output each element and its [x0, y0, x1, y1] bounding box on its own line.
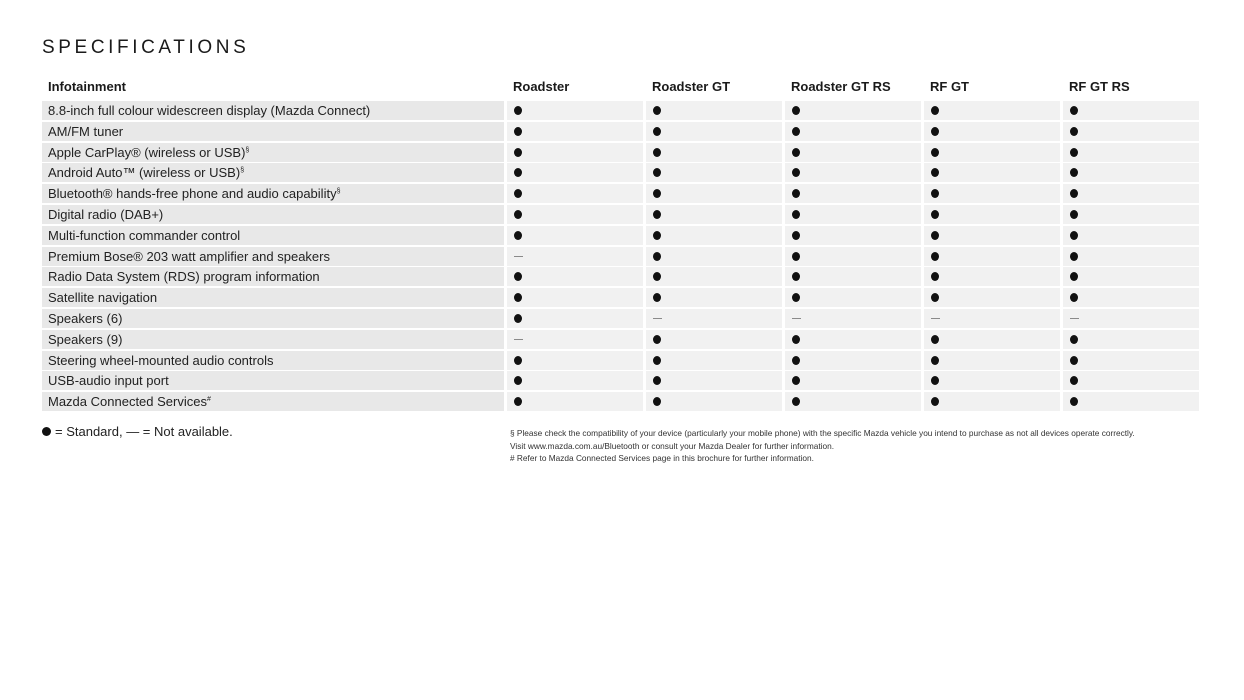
- filled-circle-icon: [931, 272, 939, 281]
- filled-circle-icon: [1070, 252, 1078, 261]
- dash-icon: [653, 318, 662, 319]
- value-cell: [785, 330, 921, 349]
- value-cell: [507, 122, 643, 141]
- feature-cell: [42, 184, 504, 203]
- table-row: [42, 122, 1203, 141]
- value-cell: [785, 309, 921, 328]
- value-cell: [507, 163, 643, 182]
- value-cell: [924, 371, 1060, 390]
- value-cell: [507, 143, 643, 162]
- filled-circle-icon: [653, 210, 661, 219]
- feature-cell: [42, 330, 504, 349]
- value-cell: [1063, 288, 1199, 307]
- value-cell: [924, 309, 1060, 328]
- filled-circle-icon: [1070, 148, 1078, 157]
- value-cell: [924, 226, 1060, 245]
- filled-circle-icon: [931, 210, 939, 219]
- filled-circle-icon: [1070, 106, 1078, 115]
- value-cell: [924, 392, 1060, 411]
- value-cell: [1063, 163, 1199, 182]
- value-cell: [785, 184, 921, 203]
- feature-cell: [42, 309, 504, 328]
- table-row: [42, 226, 1203, 245]
- filled-circle-icon: [792, 397, 800, 406]
- filled-circle-icon: [514, 231, 522, 240]
- value-cell: [785, 351, 921, 370]
- filled-circle-icon: [653, 148, 661, 157]
- value-cell: [507, 309, 643, 328]
- feature-cell: [42, 247, 504, 266]
- infotainment-spec-table: [42, 74, 1203, 413]
- value-cell: [924, 351, 1060, 370]
- filled-circle-icon: [931, 252, 939, 261]
- table-body: [42, 101, 1203, 411]
- filled-circle-icon: [931, 148, 939, 157]
- filled-circle-icon: [653, 231, 661, 240]
- filled-circle-icon: [931, 335, 939, 344]
- filled-circle-icon: [931, 376, 939, 385]
- filled-circle-icon: [792, 376, 800, 385]
- table-row: [42, 392, 1203, 411]
- value-cell: [646, 226, 782, 245]
- filled-circle-icon: [653, 335, 661, 344]
- value-cell: [785, 101, 921, 120]
- feature-cell: [42, 122, 504, 141]
- feature-label: Satellite navigation: [48, 290, 158, 306]
- filled-circle-icon: [931, 293, 939, 302]
- filled-circle-icon: [931, 106, 939, 115]
- value-cell: [1063, 205, 1199, 224]
- column-header-rf-gt-rs: RF GT RS: [1069, 79, 1130, 94]
- dash-icon: [931, 318, 940, 319]
- filled-circle-icon: [514, 272, 522, 281]
- filled-circle-icon: [653, 376, 661, 385]
- filled-circle-icon: [1070, 272, 1078, 281]
- filled-circle-icon: [792, 127, 800, 136]
- value-cell: [1063, 392, 1199, 411]
- filled-circle-icon: [792, 168, 800, 177]
- filled-circle-icon: [1070, 189, 1078, 198]
- feature-cell: [42, 163, 504, 182]
- feature-label: Speakers (9): [48, 331, 123, 347]
- value-cell: [1063, 330, 1199, 349]
- filled-circle-icon: [514, 397, 522, 406]
- filled-circle-icon: [1070, 231, 1078, 240]
- value-cell: [646, 392, 782, 411]
- filled-circle-icon: [653, 293, 661, 302]
- filled-circle-icon: [653, 252, 661, 261]
- feature-label: AM/FM tuner: [48, 123, 124, 139]
- filled-circle-icon: [931, 397, 939, 406]
- value-cell: [507, 226, 643, 245]
- value-cell: [924, 184, 1060, 203]
- footnote-bluetooth-visit: Visit www.mazda.com.au/Bluetooth or consult your Mazda Dealer for further information.: [510, 440, 835, 451]
- value-cell: [507, 392, 643, 411]
- value-cell: [924, 143, 1060, 162]
- value-cell: [785, 392, 921, 411]
- value-cell: [924, 247, 1060, 266]
- value-cell: [646, 122, 782, 141]
- value-cell: [785, 163, 921, 182]
- value-cell: [785, 288, 921, 307]
- column-header-roadster: Roadster: [513, 79, 570, 94]
- value-cell: [507, 205, 643, 224]
- value-cell: [785, 267, 921, 286]
- value-cell: [924, 288, 1060, 307]
- value-cell: [924, 101, 1060, 120]
- feature-label: USB-audio input port: [48, 373, 169, 389]
- filled-circle-icon: [653, 272, 661, 281]
- footnote-marker: §: [336, 188, 341, 196]
- value-cell: [924, 330, 1060, 349]
- footnote-compatibility: § Please check the compatibility of your device (particularly your mobile phone) with the specific Mazda vehicle you intend to purchase as not all devices operate correctly.: [510, 428, 1135, 438]
- column-header-roadster-gt: Roadster GT: [652, 79, 731, 94]
- table-row: [42, 288, 1203, 307]
- filled-circle-icon: [1070, 335, 1078, 344]
- feature-label: Apple CarPlay® (wireless or USB): [48, 144, 246, 160]
- value-cell: [646, 247, 782, 266]
- page-title: SPECIFICATIONS: [42, 37, 250, 58]
- value-cell: [507, 330, 643, 349]
- filled-circle-icon: [1070, 210, 1078, 219]
- feature-label: Radio Data System (RDS) program information: [48, 269, 320, 285]
- value-cell: [785, 143, 921, 162]
- value-cell: [1063, 351, 1199, 370]
- filled-circle-icon: [931, 231, 939, 240]
- value-cell: [924, 267, 1060, 286]
- filled-circle-icon: [931, 189, 939, 198]
- table-row: [42, 330, 1203, 349]
- value-cell: [646, 184, 782, 203]
- dash-icon: [1070, 318, 1079, 319]
- value-cell: [1063, 247, 1199, 266]
- value-cell: [646, 163, 782, 182]
- value-cell: [1063, 122, 1199, 141]
- filled-circle-icon: [1070, 293, 1078, 302]
- feature-cell: [42, 226, 504, 245]
- value-cell: [785, 371, 921, 390]
- value-cell: [1063, 143, 1199, 162]
- filled-circle-icon: [1070, 168, 1078, 177]
- dash-icon: [792, 318, 801, 319]
- filled-circle-icon: [653, 356, 661, 365]
- filled-circle-icon: [514, 168, 522, 177]
- filled-circle-icon: [514, 127, 522, 136]
- filled-circle-icon: [1070, 356, 1078, 365]
- footnote-connected-services: # Refer to Mazda Connected Services page in this brochure for further information.: [510, 453, 814, 463]
- filled-circle-icon: [792, 272, 800, 281]
- filled-circle-icon: [792, 293, 800, 302]
- filled-circle-icon: [514, 106, 522, 115]
- table-row: [42, 205, 1203, 224]
- footnote-marker: §: [240, 167, 245, 175]
- filled-circle-icon: [792, 148, 800, 157]
- feature-label: Mazda Connected Services: [48, 394, 207, 410]
- filled-circle-icon: [931, 356, 939, 365]
- value-cell: [1063, 101, 1199, 120]
- value-cell: [785, 205, 921, 224]
- value-cell: [1063, 371, 1199, 390]
- section-header: Infotainment: [48, 79, 126, 94]
- filled-circle-icon: [514, 148, 522, 157]
- feature-label: Android Auto™ (wireless or USB): [48, 165, 241, 181]
- value-cell: [646, 351, 782, 370]
- value-cell: [507, 371, 643, 390]
- filled-circle-icon: [514, 376, 522, 385]
- column-header-rf-gt: RF GT: [930, 79, 969, 94]
- table-row: [42, 163, 1203, 182]
- filled-circle-icon: [1070, 376, 1078, 385]
- table-row: [42, 267, 1203, 286]
- value-cell: [924, 205, 1060, 224]
- filled-circle-icon: [514, 314, 522, 323]
- filled-circle-icon: [792, 189, 800, 198]
- value-cell: [646, 267, 782, 286]
- value-cell: [1063, 184, 1199, 203]
- filled-circle-icon: [1070, 397, 1078, 406]
- filled-circle-icon: [514, 293, 522, 302]
- value-cell: [924, 122, 1060, 141]
- table-row: [42, 143, 1203, 162]
- value-cell: [646, 309, 782, 328]
- value-cell: [646, 371, 782, 390]
- table-row: [42, 247, 1203, 266]
- feature-label: Multi-function commander control: [48, 227, 241, 243]
- filled-circle-icon: [931, 168, 939, 177]
- filled-circle-icon: [653, 127, 661, 136]
- feature-label: Digital radio (DAB+): [48, 206, 164, 222]
- feature-cell: [42, 288, 504, 307]
- value-cell: [646, 288, 782, 307]
- feature-cell: [42, 392, 504, 411]
- filled-circle-icon: [792, 356, 800, 365]
- value-cell: [646, 330, 782, 349]
- footnotes: [510, 427, 1135, 465]
- filled-circle-icon: [792, 335, 800, 344]
- value-cell: [507, 247, 643, 266]
- value-cell: [507, 351, 643, 370]
- value-cell: [1063, 309, 1199, 328]
- legend-text: = Standard, — = Not available.: [55, 424, 233, 439]
- feature-cell: [42, 267, 504, 286]
- footnote-marker: §: [245, 146, 250, 154]
- filled-circle-icon: [514, 356, 522, 365]
- filled-circle-icon: [792, 231, 800, 240]
- value-cell: [646, 205, 782, 224]
- feature-label: Steering wheel-mounted audio controls: [48, 352, 274, 368]
- value-cell: [1063, 267, 1199, 286]
- value-cell: [507, 288, 643, 307]
- value-cell: [646, 143, 782, 162]
- table-row: [42, 101, 1203, 120]
- footnote-marker: #: [206, 396, 211, 404]
- filled-circle-icon: [1070, 127, 1078, 136]
- table-row: [42, 309, 1203, 328]
- dash-icon: [514, 339, 523, 340]
- table-header-row: [42, 74, 1203, 99]
- feature-cell: [42, 371, 504, 390]
- value-cell: [507, 101, 643, 120]
- legend: [42, 424, 233, 439]
- table-row: [42, 371, 1203, 390]
- filled-circle-icon: [653, 106, 661, 115]
- value-cell: [507, 267, 643, 286]
- value-cell: [507, 184, 643, 203]
- value-cell: [924, 163, 1060, 182]
- value-cell: [785, 226, 921, 245]
- column-header-roadster-gt-rs: Roadster GT RS: [791, 79, 891, 94]
- value-cell: [1063, 226, 1199, 245]
- table-row: [42, 351, 1203, 370]
- feature-label: Speakers (6): [48, 310, 123, 326]
- dash-icon: [514, 256, 523, 257]
- filled-circle-icon: [653, 189, 661, 198]
- filled-circle-icon: [931, 127, 939, 136]
- feature-label: 8.8-inch full colour widescreen display (Mazda Connect): [48, 103, 371, 118]
- table-row: [42, 184, 1203, 203]
- feature-cell: [42, 101, 504, 120]
- feature-label: Premium Bose® 203 watt amplifier and speakers: [48, 248, 330, 264]
- filled-circle-icon: [792, 210, 800, 219]
- feature-cell: [42, 351, 504, 370]
- feature-cell: [42, 143, 504, 162]
- filled-circle-icon: [653, 397, 661, 406]
- value-cell: [785, 247, 921, 266]
- filled-circle-icon: [792, 106, 800, 115]
- feature-cell: [42, 205, 504, 224]
- filled-circle-icon: [514, 210, 522, 219]
- filled-circle-icon: [792, 252, 800, 261]
- filled-circle-icon: [514, 189, 522, 198]
- filled-circle-icon: [42, 427, 51, 436]
- value-cell: [646, 101, 782, 120]
- filled-circle-icon: [653, 168, 661, 177]
- value-cell: [785, 122, 921, 141]
- feature-label: Bluetooth® hands-free phone and audio capability: [48, 186, 337, 202]
